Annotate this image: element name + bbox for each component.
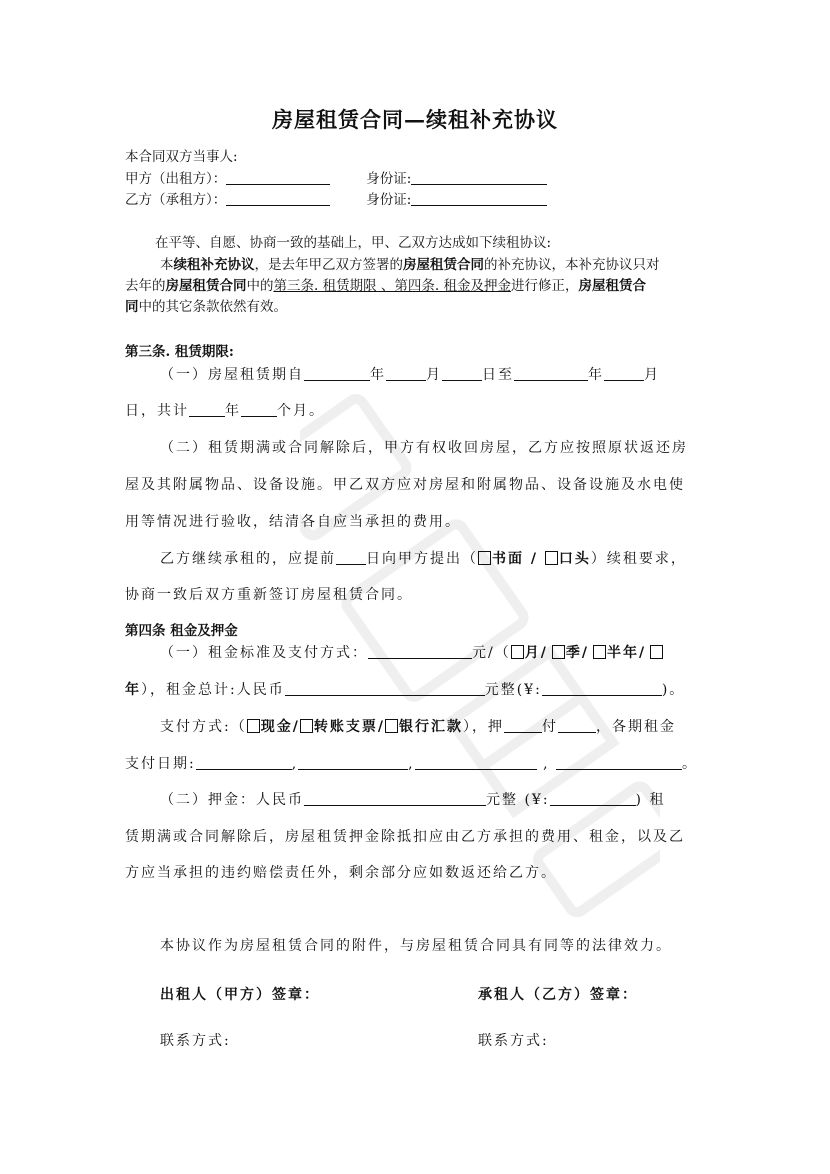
deposit-figure-blank[interactable] xyxy=(550,791,636,806)
cash-checkbox[interactable] xyxy=(247,719,260,733)
clause-text: 支付方式:（ xyxy=(160,719,247,735)
article-4-deposit-line-1 xyxy=(160,789,665,811)
watermark-graphic xyxy=(300,330,660,950)
preamble-line-4 xyxy=(125,297,287,317)
clause-text: 。 xyxy=(681,756,698,772)
article-3-clause-2-line-1: （二）租赁期满或合同解除后，甲方有权收回房屋，乙方应按照原状返还房 xyxy=(160,440,688,456)
clause-text: ) 租 xyxy=(635,792,666,808)
quarterly-option-label: 季/ xyxy=(565,645,589,661)
rent-total-words-blank[interactable] xyxy=(285,681,485,696)
half-year-checkbox[interactable] xyxy=(593,645,606,659)
total-months-blank[interactable] xyxy=(241,402,277,417)
bank-transfer-checkbox[interactable] xyxy=(385,719,398,733)
article-4-payment-dates-line: 支付日期: , , , 。 xyxy=(125,756,698,772)
cheque-option-label: 转账支票/ xyxy=(313,719,385,735)
clause-text: ）续租要求， xyxy=(590,551,687,567)
clause-text: 年 xyxy=(225,403,241,419)
clause-text: 日，共计 xyxy=(125,403,189,419)
written-checkbox[interactable] xyxy=(478,551,491,565)
article-3-clause-1-line-1 xyxy=(160,364,660,386)
article-3-clause-1-line-2 xyxy=(125,400,325,422)
party-a-label: 甲方（出租方）： xyxy=(125,171,227,187)
preamble-line-2 xyxy=(160,255,660,275)
preamble-text: 本 xyxy=(160,257,174,273)
preamble-underlined-articles: 第三条. 租赁期限 、第四条. 租金及押金 xyxy=(273,278,511,294)
clause-text: ），押 xyxy=(462,719,504,735)
clause-text: 日至 xyxy=(482,367,514,383)
yearly-option-label: 年 xyxy=(125,682,141,698)
cash-option-label: 现金/ xyxy=(260,719,300,735)
clause-text: )。 xyxy=(661,682,686,698)
start-year-blank[interactable] xyxy=(304,366,370,381)
preamble-line-1: 在平等、自愿、协商一致的基础上，甲、乙双方达成如下续租协议: xyxy=(155,235,552,251)
clause-text: 日向甲方提出（ xyxy=(366,551,478,567)
article-4-rent-line-1 xyxy=(160,642,664,664)
rent-amount-blank[interactable] xyxy=(368,644,472,659)
clause-text: 支付日期: xyxy=(125,756,196,772)
preamble-bold-term: 房屋租赁合同 xyxy=(403,257,484,273)
closing-statement: 本协议作为房屋租赁合同的附件，与房屋租赁合同具有同等的法律效力。 xyxy=(160,938,672,954)
article-4-deposit-line-2: 赁期满或合同解除后，房屋租赁押金除抵扣应由乙方承担的费用、租金，以及乙 xyxy=(125,829,685,845)
yearly-checkbox[interactable] xyxy=(650,645,663,659)
party-a-id-blank[interactable] xyxy=(411,170,547,185)
lessor-signature-label: 出租人（甲方）签章： xyxy=(160,987,320,1003)
lessee-signature-label: 承租人（乙方）签章： xyxy=(478,987,638,1003)
lessor-contact-label: 联系方式: xyxy=(160,1033,231,1049)
preamble-text: 的补充协议，本补充协议只对 xyxy=(484,257,660,273)
monthly-option-label: 月/ xyxy=(524,645,548,661)
deposit-words-blank[interactable] xyxy=(304,791,486,806)
option-separator: / xyxy=(524,551,545,567)
clause-text: （一）租金标准及支付方式： xyxy=(160,645,368,661)
article-3-heading: 第三条. 租赁期限: xyxy=(125,344,234,360)
bank-transfer-option-label: 银行汇款 xyxy=(398,719,463,735)
monthly-checkbox[interactable] xyxy=(511,645,524,659)
payment-date-4-blank[interactable] xyxy=(556,755,682,770)
preamble-bold-term: 房屋租赁合同 xyxy=(165,278,247,294)
clause-text: （二）押金：人民币 xyxy=(160,792,304,808)
article-4-payment-line xyxy=(160,716,676,738)
document-title: 房屋租赁合同—续租补充协议 xyxy=(272,107,558,132)
article-4-deposit-line-3: 方应当承担的违约赔偿责任外，剩余部分应如数返还给乙方。 xyxy=(125,865,557,881)
written-option-label: 书面 xyxy=(492,551,524,567)
preamble-bold-term: 同 xyxy=(125,299,139,315)
preamble-text: 去年的 xyxy=(125,278,166,294)
quarterly-checkbox[interactable] xyxy=(552,645,565,659)
party-b-id-label: 身份证: xyxy=(366,192,412,208)
article-4-rent-line-2 xyxy=(125,679,685,701)
clause-text: 年 xyxy=(588,367,604,383)
lessee-contact-label: 联系方式: xyxy=(478,1033,549,1049)
clause-text: 付 xyxy=(541,719,558,735)
clause-text: 年 xyxy=(370,367,386,383)
preamble-line-3 xyxy=(125,276,646,296)
payment-date-1-blank[interactable] xyxy=(196,755,292,770)
oral-option-label: 口头 xyxy=(558,551,591,567)
cheque-checkbox[interactable] xyxy=(300,719,313,733)
rent-total-figure-blank[interactable] xyxy=(542,681,662,696)
half-year-option-label: 半年/ xyxy=(606,645,647,661)
start-month-blank[interactable] xyxy=(386,366,426,381)
clause-text: 乙方继续承租的，应提前 xyxy=(160,551,336,567)
party-b-label: 乙方（承租方）： xyxy=(125,192,227,208)
clause-text: （一）房屋租赁期自 xyxy=(160,367,304,383)
payment-date-2-blank[interactable] xyxy=(298,755,408,770)
end-month-blank[interactable] xyxy=(604,366,644,381)
clause-text: 元/（ xyxy=(472,645,511,661)
preamble-text: 进行修正， xyxy=(510,278,579,294)
start-day-blank[interactable] xyxy=(442,366,482,381)
clause-text: ，各期租金 xyxy=(595,719,676,735)
total-years-blank[interactable] xyxy=(189,402,225,417)
preamble-text: ，是去年甲乙双方签署的 xyxy=(254,257,403,273)
deposit-months-blank[interactable] xyxy=(504,718,542,733)
party-a-row xyxy=(125,169,547,189)
article-3-clause-2-line-2: 屋及其附属物品、设备设施。甲乙双方应对房屋和附属物品、设备设施及水电使 xyxy=(125,477,685,493)
clause-text: 元整(¥: xyxy=(484,682,542,698)
payment-date-3-blank[interactable] xyxy=(415,755,537,770)
party-a-name-blank[interactable] xyxy=(226,170,330,185)
notice-days-blank[interactable] xyxy=(336,550,366,565)
clause-text: 月 xyxy=(426,367,442,383)
end-year-blank[interactable] xyxy=(514,366,588,381)
party-b-row xyxy=(125,190,547,210)
clause-text: 元整 (¥: xyxy=(486,792,550,808)
article-3-clause-2-line-3: 用等情况进行验收，结清各自应当承担的费用。 xyxy=(125,514,461,530)
preamble-text: 中的其它条款依然有效。 xyxy=(138,299,287,315)
party-a-id-label: 身份证: xyxy=(366,171,412,187)
paid-months-blank[interactable] xyxy=(558,718,596,733)
article-4-heading: 第四条 租金及押金 xyxy=(125,623,238,639)
clause-text: 月 xyxy=(644,367,660,383)
parties-intro: 本合同双方当事人: xyxy=(125,149,238,165)
preamble-bold-term: 续租补充协议 xyxy=(173,257,255,273)
oral-checkbox[interactable] xyxy=(545,551,558,565)
party-b-id-blank[interactable] xyxy=(411,191,547,206)
clause-text: 个月。 xyxy=(277,403,325,419)
article-3-renewal-line-1 xyxy=(160,548,687,570)
article-3-renewal-line-2: 协商一致后双方重新签订房屋租赁合同。 xyxy=(125,587,413,603)
preamble-text: 中的 xyxy=(246,278,274,294)
preamble-bold-term: 房屋租赁合 xyxy=(578,278,646,294)
party-b-name-blank[interactable] xyxy=(226,191,330,206)
clause-text: ），租金总计:人民币 xyxy=(141,682,285,698)
